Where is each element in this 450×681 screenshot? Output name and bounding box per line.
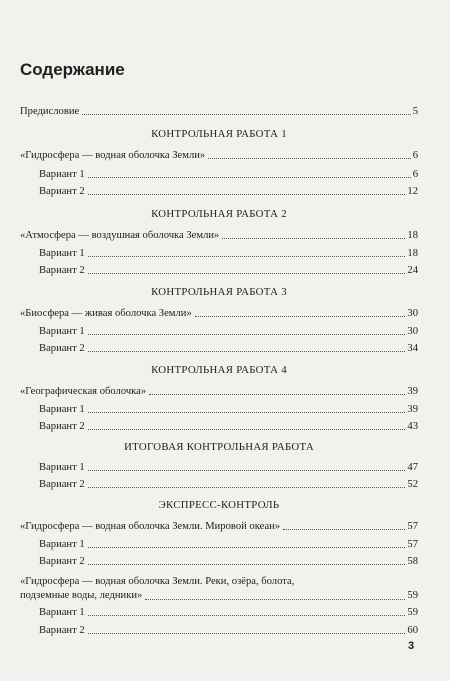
toc-entry-variant — [39, 325, 418, 338]
dot-leader — [88, 256, 406, 257]
section-heading-2: КОНТРОЛЬНАЯ РАБОТА 2 — [151, 208, 287, 220]
page-number: 3 — [408, 640, 415, 652]
entry-label: Предисловие — [20, 106, 80, 117]
toc-entry-topic-express-1 — [20, 520, 418, 533]
toc-entry-variant — [39, 185, 418, 198]
entry-label: «Биосфера — живая оболочка Земли» — [20, 308, 192, 319]
entry-page: 30 — [407, 326, 418, 337]
section-heading-express: ЭКСПРЕСС-КОНТРОЛЬ — [158, 499, 280, 511]
entry-page: 12 — [407, 186, 418, 197]
entry-page: 47 — [407, 462, 418, 473]
dot-leader — [88, 412, 406, 413]
dot-leader — [88, 177, 411, 178]
entry-label: Вариант 2 — [39, 186, 85, 197]
entry-label: Вариант 1 — [39, 169, 85, 180]
dot-leader — [82, 114, 410, 115]
dot-leader — [88, 429, 406, 430]
entry-label: «Атмосфера — воздушная оболочка Земли» — [20, 230, 220, 241]
entry-page: 60 — [407, 625, 418, 636]
dot-leader — [222, 238, 405, 239]
entry-page: 5 — [412, 106, 418, 117]
toc-entry-variant — [39, 247, 418, 260]
entry-page: 43 — [407, 421, 418, 432]
toc-entry-variant — [39, 624, 418, 637]
entry-page: 6 — [412, 150, 418, 161]
toc-entry-variant — [39, 461, 418, 474]
entry-label: Вариант 2 — [39, 479, 85, 490]
toc-entry-variant — [39, 342, 418, 355]
entry-label: Вариант 1 — [39, 404, 85, 415]
entry-page: 59 — [407, 607, 418, 618]
toc-entry-variant — [39, 538, 418, 551]
entry-label: Вариант 1 — [39, 248, 85, 259]
toc-entry-variant — [39, 420, 418, 433]
dot-leader — [88, 564, 406, 565]
dot-leader — [88, 351, 406, 352]
dot-leader — [208, 158, 410, 159]
dot-leader — [149, 394, 405, 395]
entry-label: Вариант 2 — [39, 556, 85, 567]
entry-label: Вариант 2 — [39, 421, 85, 432]
entry-line2 — [20, 589, 418, 603]
entry-label: Вариант 1 — [39, 326, 85, 337]
entry-label: Вариант 2 — [39, 343, 85, 354]
entry-label: Вариант 2 — [39, 265, 85, 276]
toc-entry-topic-3 — [20, 307, 418, 320]
toc-entry-variant — [39, 403, 418, 416]
entry-label: «Гидросфера — водная оболочка Земли. Мировой океан» — [20, 521, 281, 532]
entry-label-line2: подземные воды, ледники» — [20, 590, 143, 601]
dot-leader — [283, 529, 405, 530]
entry-page: 58 — [407, 556, 418, 567]
entry-label: Вариант 2 — [39, 625, 85, 636]
toc-entry-variant — [39, 168, 418, 181]
toc-entry-variant — [39, 606, 418, 619]
entry-label: Вариант 1 — [39, 539, 85, 550]
section-heading-final: ИТОГОВАЯ КОНТРОЛЬНАЯ РАБОТА — [124, 441, 314, 453]
dot-leader — [88, 487, 406, 488]
dot-leader — [88, 633, 406, 634]
entry-page: 57 — [407, 521, 418, 532]
toc-entry-topic-2 — [20, 229, 418, 242]
section-heading-1: КОНТРОЛЬНАЯ РАБОТА 1 — [151, 128, 287, 140]
entry-page: 18 — [407, 230, 418, 241]
toc-entry-topic-4 — [20, 385, 418, 398]
dot-leader — [88, 334, 406, 335]
dot-leader — [88, 547, 406, 548]
dot-leader — [88, 273, 406, 274]
section-heading-4: КОНТРОЛЬНАЯ РАБОТА 4 — [151, 364, 287, 376]
entry-page: 52 — [407, 479, 418, 490]
entry-label: «Гидросфера — водная оболочка Земли» — [20, 150, 206, 161]
entry-page: 18 — [407, 248, 418, 259]
entry-page: 39 — [407, 404, 418, 415]
toc-entry-topic-express-2 — [20, 575, 418, 603]
entry-page: 30 — [407, 308, 418, 319]
entry-page: 59 — [407, 590, 418, 601]
dot-leader — [145, 599, 405, 600]
toc-entry-preface — [20, 105, 418, 118]
entry-page: 39 — [407, 386, 418, 397]
entry-page: 6 — [412, 169, 418, 180]
toc-entry-topic-1 — [20, 149, 418, 162]
entry-page: 57 — [407, 539, 418, 550]
section-heading-3: КОНТРОЛЬНАЯ РАБОТА 3 — [151, 286, 287, 298]
entry-page: 24 — [407, 265, 418, 276]
entry-label: Вариант 1 — [39, 607, 85, 618]
entry-label: Вариант 1 — [39, 462, 85, 473]
toc-entry-variant — [39, 264, 418, 277]
entry-page: 34 — [407, 343, 418, 354]
dot-leader — [88, 470, 406, 471]
entry-label-line1: «Гидросфера — водная оболочка Земли. Реки, озёра, болота, — [20, 576, 295, 587]
entry-label: «Географическая оболочка» — [20, 386, 147, 397]
toc-entry-variant — [39, 478, 418, 491]
dot-leader — [195, 316, 406, 317]
toc-title: Содержание — [20, 60, 125, 79]
dot-leader — [88, 194, 406, 195]
dot-leader — [88, 615, 406, 616]
toc-entry-variant — [39, 555, 418, 568]
